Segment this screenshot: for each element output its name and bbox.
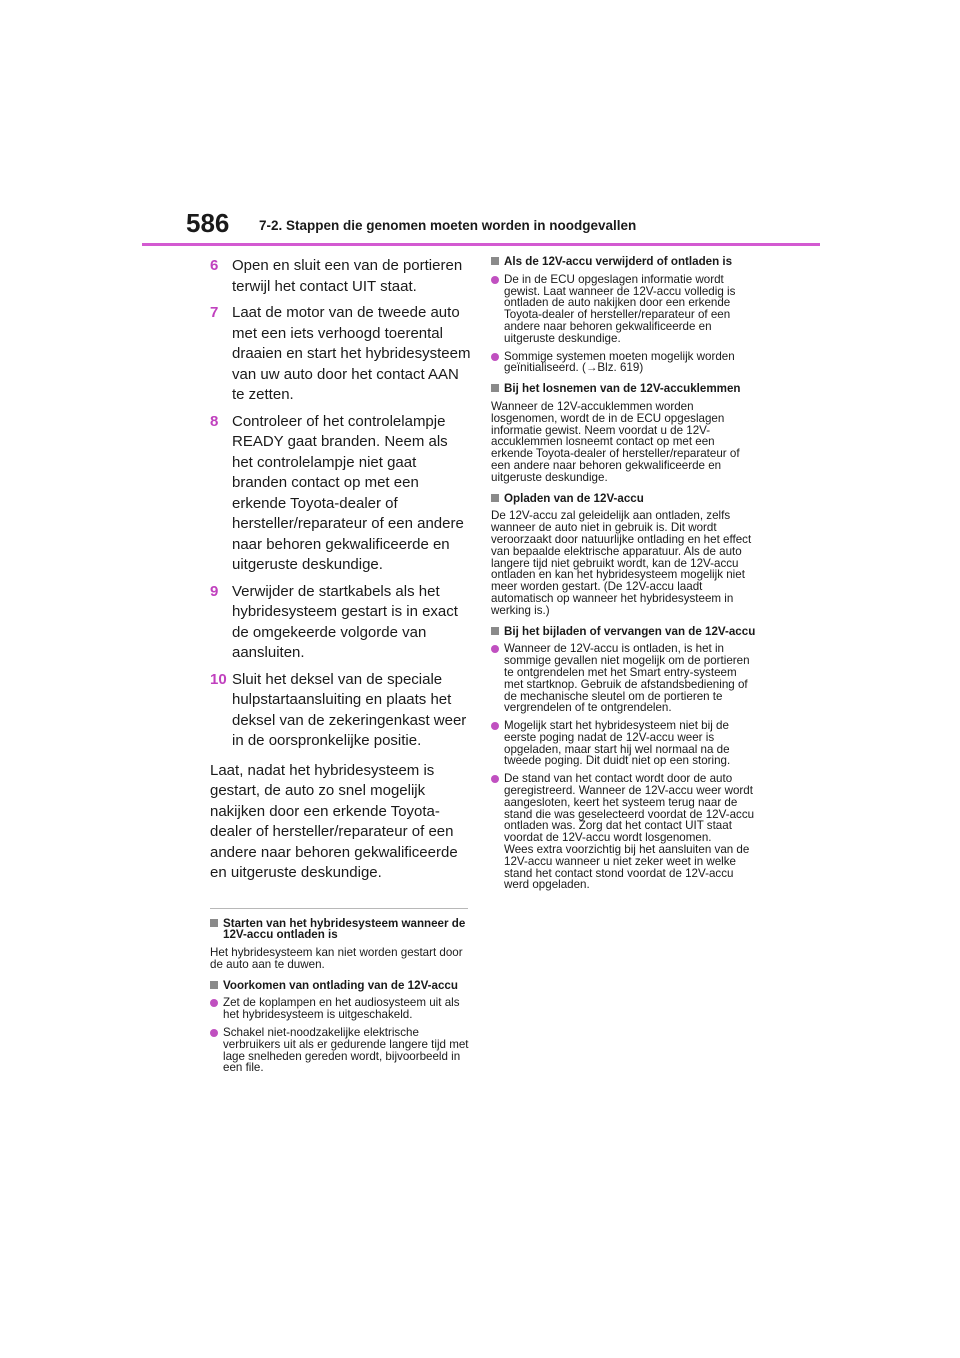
note-heading	[491, 626, 759, 638]
step-number: 10	[210, 670, 227, 688]
note-heading-text: Opladen van de 12V-accu	[504, 491, 644, 505]
bullet-item	[491, 720, 759, 767]
round-bullet-icon	[491, 353, 499, 361]
step-text: Controleer of het controlelampje READY gaat branden. Neem als het controlelampje niet gaat branden contact op met een erkende Toyota-dealer of hersteller/reparateur of een andere naar behoren gekwalificeerde en uitgeruste deskundige.	[232, 412, 464, 573]
bullet-item	[491, 643, 759, 714]
header-rule	[142, 243, 820, 246]
round-bullet-icon	[210, 1029, 218, 1037]
body-paragraph: Laat, nadat het hybridesysteem is gestart, de auto zo snel mogelijk nakijken door een erkende Toyota-dealer of hersteller/reparateur of een andere naar behoren gekwalificeerde en uitgeruste deskundige.	[210, 761, 458, 881]
square-bullet-icon	[491, 494, 499, 502]
step-6	[210, 256, 472, 297]
note-heading-text: Als de 12V-accu verwijderd of ontladen is	[504, 255, 733, 268]
note-heading-text: Bij het bijladen of vervangen van de 12V-accu	[504, 624, 756, 638]
bullet-text-continued: Wees extra voorzichtig bij het aansluiten van de 12V-accu wanneer u niet zeker weet in welke stand het contact stond voordat de 12V-accu werd opgeladen.	[504, 843, 750, 892]
note-heading	[210, 918, 472, 942]
bullet-text: Wanneer de 12V-accu is ontladen, is het in sommige gevallen niet mogelijk om de portieren te ontgrendelen met het Smart entry-systeem met startknop. Gebruik de afstandsbediening of de mechanische sleutel om de portieren te vergrendelen of te ontgrendelen.	[504, 642, 750, 715]
step-text: Verwijder de startkabels als het hybridesysteem gestart is in exact de omgekeerde volgorde van aansluiten.	[232, 582, 458, 661]
note-heading	[491, 256, 759, 268]
square-bullet-icon	[491, 627, 499, 635]
note-heading-text: Voorkomen van ontlading van de 12V-accu	[223, 978, 458, 992]
bullet-item	[491, 274, 759, 345]
step-number: 6	[210, 257, 219, 274]
note-heading	[491, 383, 759, 395]
bullet-text: Mogelijk start het hybridesysteem niet bij de eerste poging nadat de 12V-accu weer is opgeladen, maar start hij wel normaal na de tweede poging. Dit duidt niet op een storing.	[504, 719, 731, 768]
step-text: Sluit het deksel van de speciale hulpstartaansluiting en plaats het deksel van de zekeringenkast weer in de oorspronkelijke positie.	[232, 670, 467, 749]
bullet-text: Schakel niet-noodzakelijke elektrische verbruikers uit als er gedurende langere tijd met lage snelheden gereden wordt, bijvoorbeeld in een file.	[223, 1026, 469, 1075]
note-heading	[210, 980, 472, 992]
bullet-text: Zet de koplampen en het audiosysteem uit als het hybridesysteem is uitgeschakeld.	[223, 996, 460, 1022]
round-bullet-icon	[491, 775, 499, 783]
bullet-text: Sommige systemen moeten mogelijk worden geïnitialiseerd. (→Blz. 619)	[504, 349, 735, 375]
section-title: 7-2. Stappen die genomen moeten worden in noodgevallen	[259, 218, 637, 233]
note-heading	[491, 493, 759, 505]
page-number: 586	[186, 208, 230, 238]
square-bullet-icon	[210, 981, 218, 989]
note-heading-text: Bij het losnemen van de 12V-accuklemmen	[504, 382, 741, 396]
step-number: 7	[210, 304, 219, 321]
square-bullet-icon	[491, 257, 499, 265]
step-text: Laat de motor van de tweede auto met een iets verhoogd toerental draaien en start het hybridesysteem van uw auto door het contact AAN te zetten.	[232, 304, 471, 403]
bullet-item	[491, 351, 759, 375]
round-bullet-icon	[210, 999, 218, 1007]
note-text: De 12V-accu zal geleidelijk aan ontladen, zelfs wanneer de auto niet in gebruik is. Dit wordt veroorzaakt door natuurlijke ontlading en het effect van bepaalde elektrische apparatuur. Als de auto langere tijd niet gebruikt wordt, kan de 12V-accu ontladen en kan het hybridesysteem mogelijk niet meer worden gestart. (De 12V-accu laadt automatisch op wanneer het hybridesysteem in werking is.)	[491, 509, 752, 617]
step-text: Open en sluit een van de portieren terwijl het contact UIT staat.	[232, 257, 463, 295]
round-bullet-icon	[491, 645, 499, 653]
bullet-text: De stand van het contact wordt door de auto geregistreerd. Wanneer de 12V-accu weer wordt aangesloten, keert het systeem terug naar de stand die was geselecteerd voordat de 12V-accu ontladen was. Zorg dat het contact UIT staat voordat de 12V-accu wordt losgenomen.	[504, 772, 755, 845]
bullet-text: De in de ECU opgeslagen informatie wordt gewist. Laat wanneer de 12V-accu volledig is ontladen de auto nakijken door een erkende Toyota-dealer of hersteller/reparateur of een andere naar behoren gekwalificeerde en uitgeruste deskundige.	[504, 272, 736, 345]
round-bullet-icon	[491, 722, 499, 730]
bullet-item	[491, 773, 759, 891]
step-10	[210, 670, 472, 752]
step-number: 8	[210, 412, 219, 430]
note-text: Wanneer de 12V-accuklemmen worden losgenomen, wordt de in de ECU opgeslagen informatie gewist. Neem voordat u de 12V-accuklemmen losneemt contact op met een erkende Toyota-dealer of hersteller/reparateur of een andere naar behoren gekwalificeerde en uitgeruste deskundige.	[491, 399, 740, 484]
left-column	[210, 250, 472, 1074]
note-heading-text: Starten van het hybridesysteem wanneer de 12V-accu ontladen is	[223, 916, 466, 942]
step-7	[210, 303, 472, 406]
note-text: Het hybridesysteem kan niet worden gestart door de auto aan te duwen.	[210, 946, 463, 971]
bullet-item	[210, 1027, 472, 1074]
step-8	[210, 412, 472, 576]
step-9	[210, 582, 472, 664]
square-bullet-icon	[491, 384, 499, 392]
bullet-item	[210, 997, 472, 1021]
step-number: 9	[210, 582, 219, 600]
right-column	[491, 250, 759, 891]
square-bullet-icon	[210, 919, 218, 927]
round-bullet-icon	[491, 276, 499, 284]
notes-divider	[210, 908, 468, 909]
